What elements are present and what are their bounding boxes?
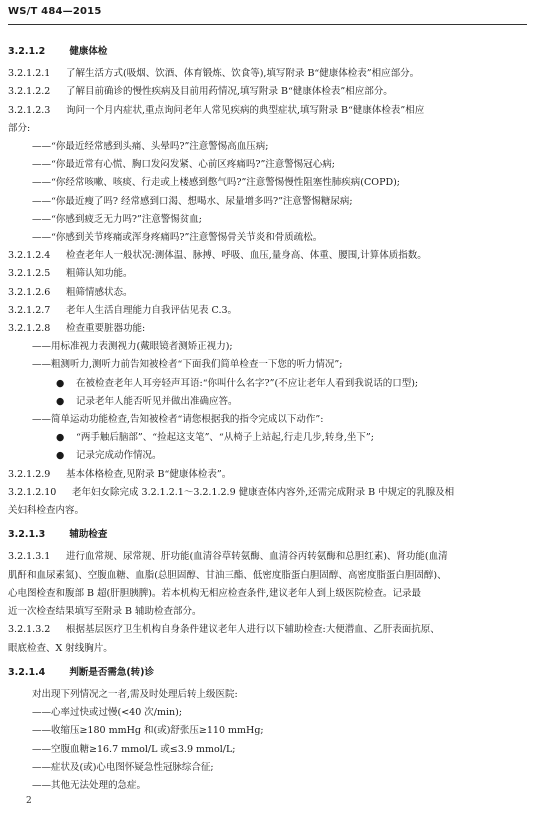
clause-text: 老年人生活自理能力自我评估见表 C.3。 xyxy=(66,304,238,316)
referral-item: ——其他无法处理的急症。 xyxy=(32,779,147,791)
document-body xyxy=(8,43,526,795)
motor-test-item: ——简单运动功能检查,告知被检者“请您根据我的指令完成以下动作”: xyxy=(32,414,324,426)
clause-number: 3.2.1.3.1 xyxy=(8,551,51,563)
section-title: 辅助检查 xyxy=(69,529,108,541)
clause-text: 检查老年人一般状况:测体温、脉搏、呼吸、血压,量身高、体重、腰围,计算体质指数。 xyxy=(66,250,427,262)
clause-3-2-1-2-8 xyxy=(8,320,526,338)
clause-text: 老年妇女除完成 3.2.1.2.1～3.2.1.2.9 健康查体内容外,还需完成附录 B 中规定的乳腺及相 xyxy=(72,486,455,498)
bullet-text: 记录老年人能否听见并做出准确应答。 xyxy=(76,395,238,407)
section-number: 3.2.1.3 xyxy=(8,529,46,541)
referral-intro: 对出现下列情况之一者,需及时处理后转上级医院: xyxy=(32,688,238,700)
clause-number: 3.2.1.2.2 xyxy=(8,86,51,98)
clause-continuation: 眼底检查、X 射线胸片。 xyxy=(8,642,113,654)
referral-item: ——症状及(或)心电图怀疑急性冠脉综合征; xyxy=(32,761,214,773)
clause-continuation: 近一次检查结果填写至附录 B 辅助检查部分。 xyxy=(8,606,202,618)
bullet-icon: ● xyxy=(56,432,65,444)
clause-continuation: 肌酐和血尿素氮)、空腹血糖、血脂(总胆固醇、甘油三酯、低密度脂蛋白胆固醇、高密度脂蛋白胆固醇)、 xyxy=(8,569,447,581)
standard-code: WS/T 484—2015 xyxy=(8,6,102,17)
clause-3-2-1-2-2 xyxy=(8,83,526,101)
clause-3-2-1-2-7 xyxy=(8,302,526,320)
clause-number: 3.2.1.2.3 xyxy=(8,104,51,116)
clause-text: 基本体格检查,见附录 B“健康体检表”。 xyxy=(66,468,232,480)
bullet-icon: ● xyxy=(56,377,65,389)
hearing-test-item: ——粗测听力,测听力前告知被检者“下面我们简单检查一下您的听力情况”; xyxy=(32,359,343,371)
symptom-item: ——“你感到关节疼痛或浑身疼痛吗?”注意警惕骨关节炎和骨质疏松。 xyxy=(32,232,323,244)
section-title: 健康体检 xyxy=(69,46,108,57)
bullet-item xyxy=(8,429,526,447)
clause-continuation: 关妇科检查内容。 xyxy=(8,505,85,517)
bullet-text: 在被检查老年人耳旁轻声耳语:“你叫什么名字?”(不应让老年人看到我说话的口型); xyxy=(76,377,419,389)
clause-number: 3.2.1.2.1 xyxy=(8,68,51,80)
section-heading-3-2-1-2 xyxy=(8,43,526,61)
symptom-item: ——“你最近瘦了吗? 经常感到口渴、想喝水、尿量增多吗?”注意警惕糖尿病; xyxy=(32,195,353,207)
clause-3-2-1-3-2 xyxy=(8,621,526,639)
section-number: 3.2.1.2 xyxy=(8,46,46,57)
clause-text: 粗筛情感状态。 xyxy=(66,286,133,298)
clause-text: 了解生活方式(吸烟、饮酒、体育锻炼、饮食等),填写附录 B“健康体检表”相应部分。 xyxy=(66,68,420,80)
clause-number: 3.2.1.3.2 xyxy=(8,624,51,636)
clause-text: 询问一个月内症状,重点询问老年人常见疾病的典型症状,填写附录 B“健康体检表”相应 xyxy=(66,104,425,116)
page-number: 2 xyxy=(26,796,32,806)
clause-3-2-1-2-4 xyxy=(8,247,526,265)
clause-text: 根据基层医疗卫生机构自身条件建议老年人进行以下辅助检查:大便潜血、乙肝表面抗原、 xyxy=(66,624,440,636)
clause-number: 3.2.1.2.6 xyxy=(8,286,51,298)
clause-3-2-1-2-5 xyxy=(8,265,526,283)
referral-item: ——空腹血糖≥16.7 mmol/L 或≤3.9 mmol/L; xyxy=(32,743,236,755)
bullet-icon: ● xyxy=(56,395,65,407)
symptom-item: ——“你最近经常感到头痛、头晕吗?”注意警惕高血压病; xyxy=(32,141,269,153)
clause-number: 3.2.1.2.5 xyxy=(8,268,51,280)
bullet-item xyxy=(8,393,526,411)
bullet-text: 记录完成动作情况。 xyxy=(76,450,162,462)
clause-number: 3.2.1.2.10 xyxy=(8,486,57,498)
clause-3-2-1-2-3 xyxy=(8,102,526,120)
clause-text: 进行血常规、尿常规、肝功能(血清谷草转氨酶、血清谷丙转氨酶和总胆红素)、肾功能(血清 xyxy=(66,551,448,563)
bullet-icon: ● xyxy=(56,450,65,462)
header-rule xyxy=(8,24,527,25)
bullet-item xyxy=(8,375,526,393)
clause-number: 3.2.1.2.8 xyxy=(8,323,51,335)
clause-text: 了解目前确诊的慢性疾病及目前用药情况,填写附录 B“健康体检表”相应部分。 xyxy=(66,86,393,98)
clause-text: 检查重要脏器功能: xyxy=(66,323,146,335)
clause-continuation: 部分: xyxy=(8,122,31,134)
clause-3-2-1-2-9 xyxy=(8,466,526,484)
referral-item: ——心率过快或过慢(<40 次/min); xyxy=(32,707,183,719)
section-heading-3-2-1-4 xyxy=(8,664,526,682)
clause-continuation: 心电图检查和腹部 B 超(肝胆胰脾)。若本机构无相应检查条件,建议老年人到上级医院检查。记录最 xyxy=(8,587,421,599)
clause-3-2-1-2-1 xyxy=(8,65,526,83)
clause-number: 3.2.1.2.4 xyxy=(8,250,51,262)
clause-3-2-1-2-10 xyxy=(8,484,526,502)
section-heading-3-2-1-3 xyxy=(8,526,526,544)
clause-3-2-1-3-1 xyxy=(8,548,526,566)
referral-item: ——收缩压≥180 mmHg 和(或)舒张压≥110 mmHg; xyxy=(32,725,264,737)
section-title: 判断是否需急(转)诊 xyxy=(69,666,154,678)
clause-number: 3.2.1.2.9 xyxy=(8,468,51,480)
section-number: 3.2.1.4 xyxy=(8,666,46,678)
symptom-item: ——“你最近常有心慌、胸口发闷发紧、心前区疼痛吗?”注意警惕冠心病; xyxy=(32,159,336,171)
clause-text: 粗筛认知功能。 xyxy=(66,268,133,280)
bullet-text: “两手触后脑部”、“捡起这支笔”、“从椅子上站起,行走几步,转身,坐下”; xyxy=(76,432,374,444)
symptom-item: ——“你经常咳嗽、咳痰、行走或上楼感到憋气吗?”注意警惕慢性阻塞性肺疾病(COPD); xyxy=(32,177,400,189)
bullet-item xyxy=(8,447,526,465)
clause-3-2-1-2-6 xyxy=(8,284,526,302)
vision-test-item: ——用标准视力表测视力(戴眼镜者测矫正视力); xyxy=(32,341,233,353)
symptom-item: ——“你感到疲乏无力吗?”注意警惕贫血; xyxy=(32,213,203,225)
clause-number: 3.2.1.2.7 xyxy=(8,304,51,316)
